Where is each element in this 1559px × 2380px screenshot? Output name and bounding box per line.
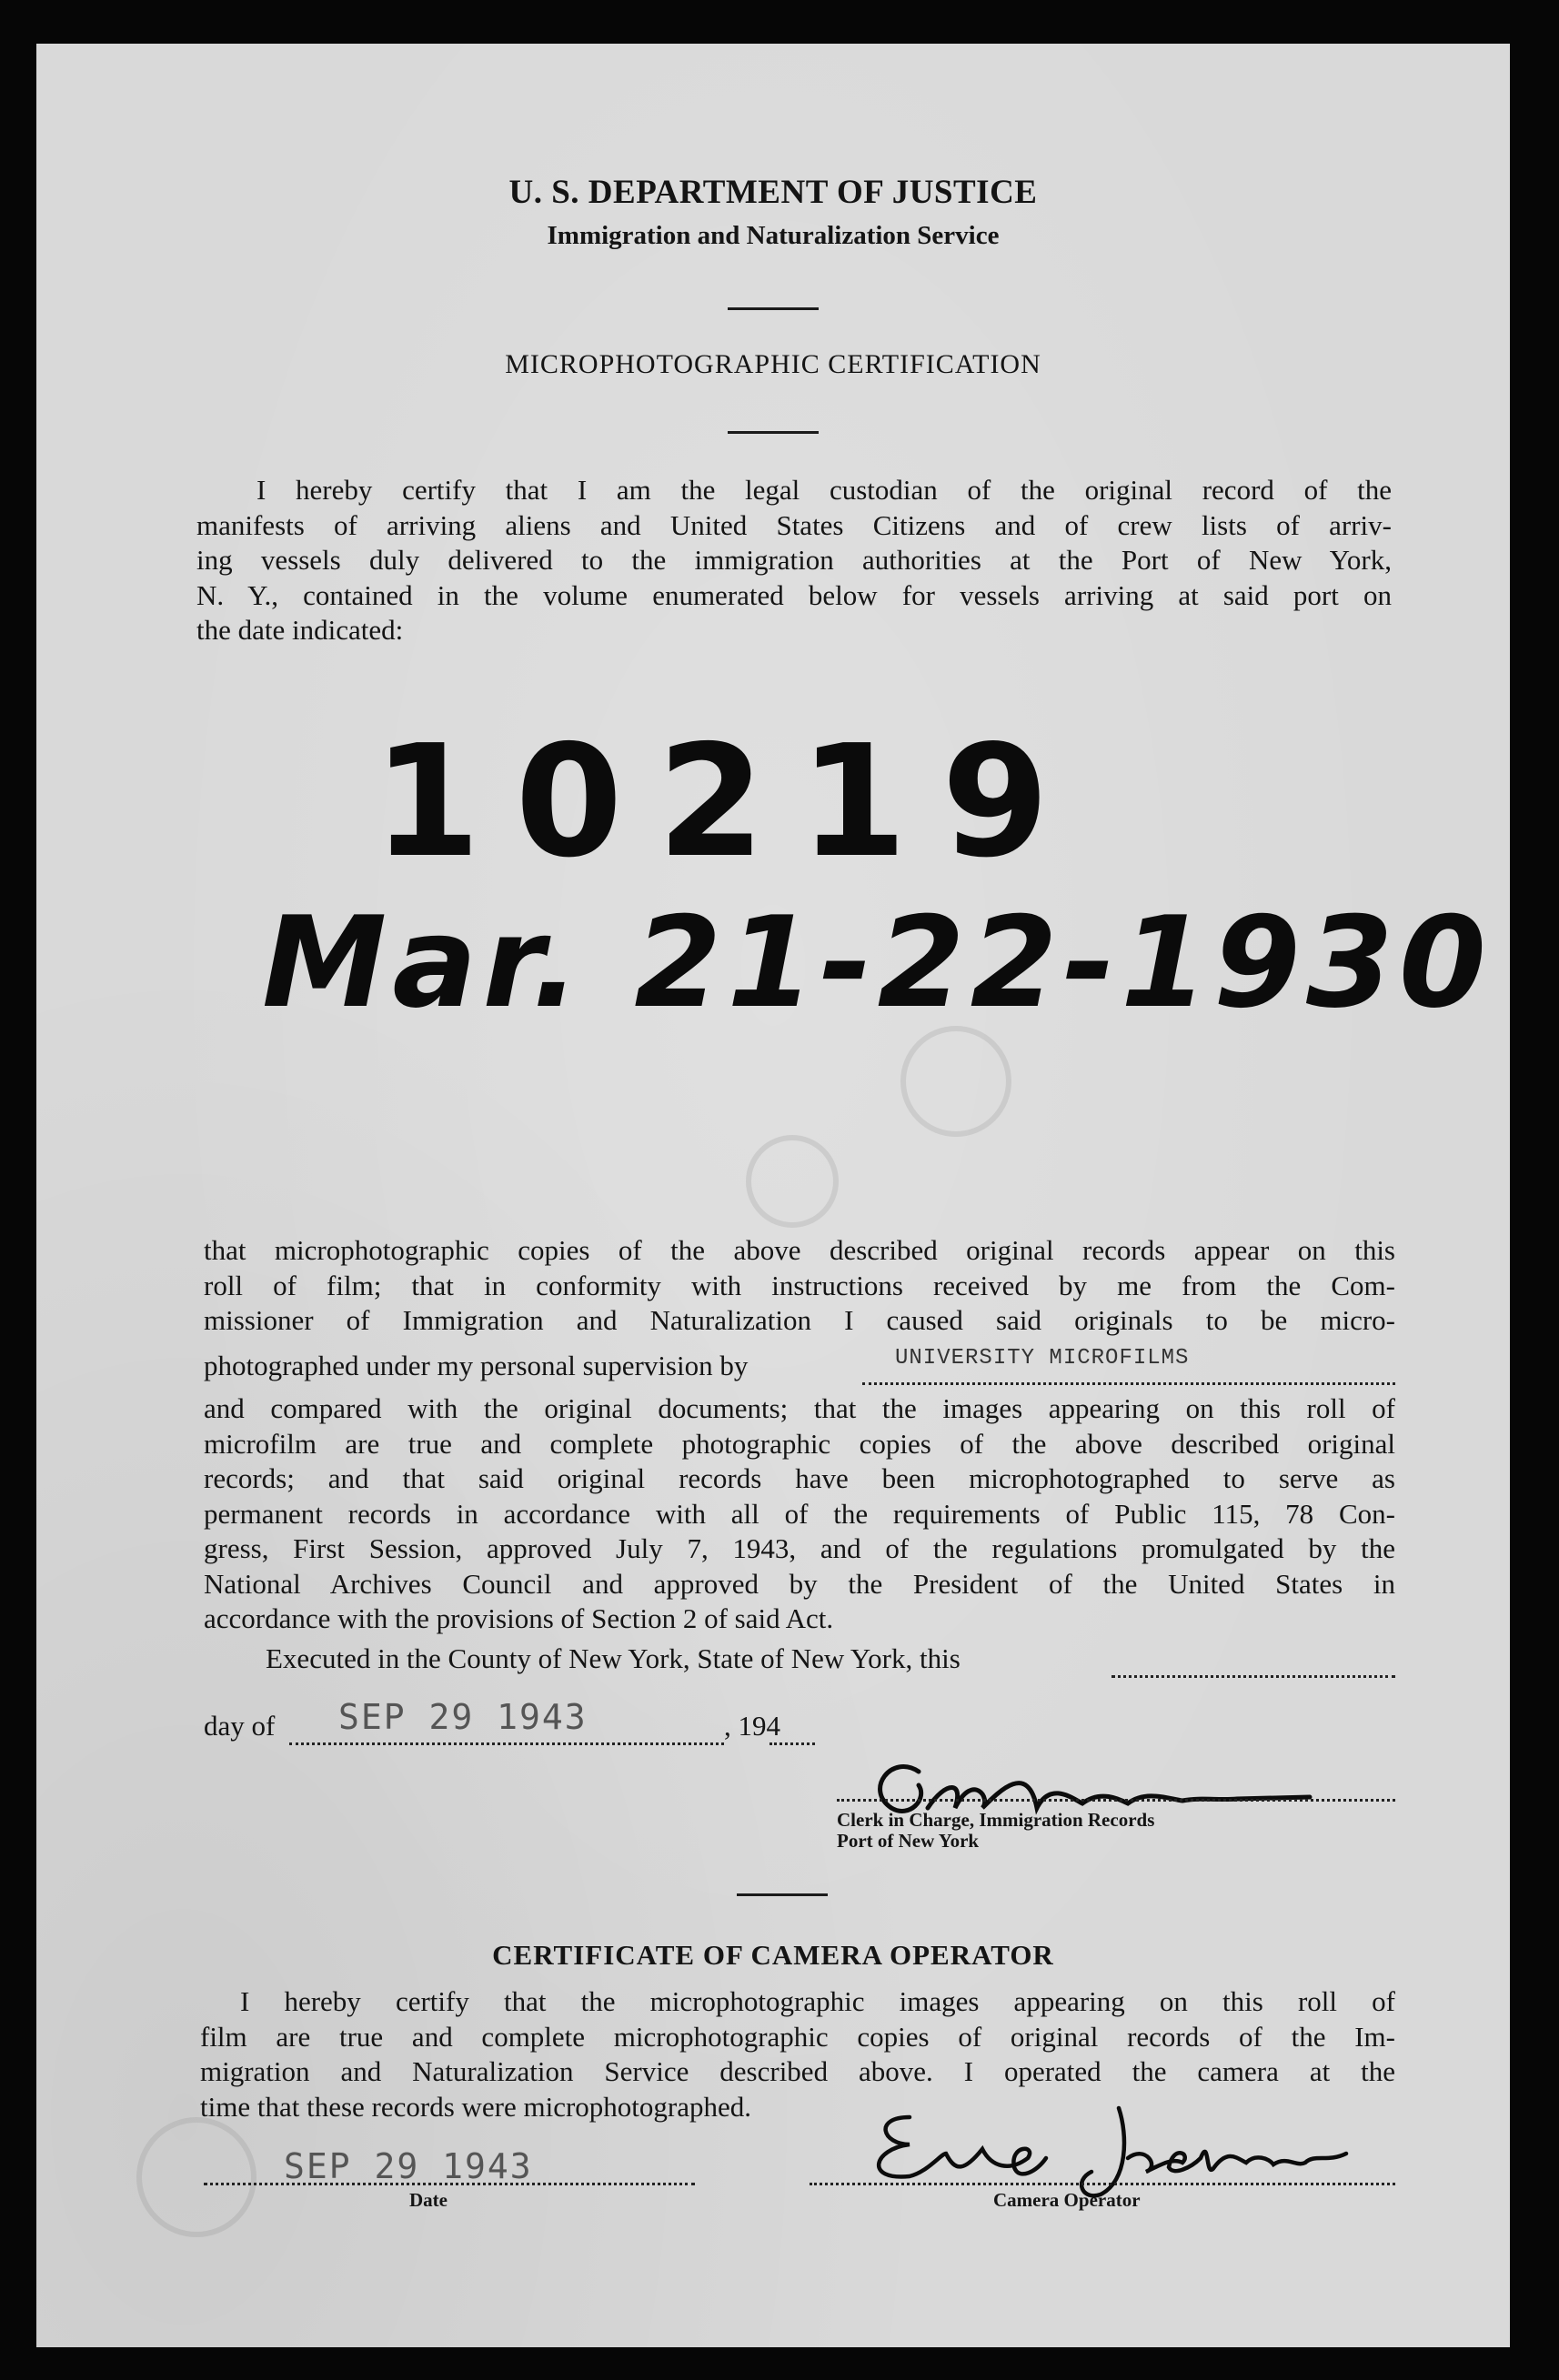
- paragraph-line: gress, First Session, approved July 7, 1943, and of the regulations promulgated by the: [204, 1532, 1395, 1564]
- month-dotted-line: [289, 1742, 724, 1745]
- paragraph-line: manifests of arriving aliens and United States Citizens and of crew lists of arriv-: [196, 508, 1392, 541]
- camera-stamped-date: SEP 29 1943: [284, 2146, 533, 2186]
- department-title: U. S. DEPARTMENT OF JUSTICE: [508, 174, 1038, 211]
- service-subtitle: Immigration and Naturalization Service: [547, 221, 1000, 250]
- divider: [728, 307, 819, 310]
- clerk-signature-line: [837, 1799, 1395, 1802]
- typed-company-name: UNIVERSITY MICROFILMS: [895, 1346, 1190, 1371]
- paragraph-line: accordance with the provisions of Section 2 of said Act.: [204, 1602, 834, 1634]
- paragraph-line: records; and that said original records have been microphotographed to serve as: [204, 1462, 1395, 1494]
- paragraph-line: that microphotographic copies of the above described original records appear on this: [204, 1234, 1395, 1266]
- operator-signature-line: [810, 2183, 1395, 2185]
- clerk-title: [837, 1810, 1154, 1852]
- paragraph-line: I hereby certify that I am the legal custodian of the original record of the: [256, 474, 1392, 506]
- paragraph-line: microfilm are true and complete photographic copies of the above described original: [204, 1427, 1395, 1460]
- paragraph-line: and compared with the original documents; that the images appearing on this roll of: [204, 1392, 1395, 1424]
- paragraph-line: N. Y., contained in the volume enumerated below for vessels arriving at said port on: [196, 578, 1392, 611]
- paragraph-line: migration and Naturalization Service described above. I operated the camera at the: [200, 2055, 1395, 2087]
- paragraph-line: the date indicated:: [196, 614, 404, 646]
- paragraph-line: time that these records were microphotographed.: [200, 2090, 751, 2123]
- year-prefix: , 194: [724, 1710, 780, 1742]
- clerk-title-line: Port of New York: [837, 1830, 980, 1852]
- day-of-label: day of: [204, 1710, 276, 1742]
- date-dotted-line: [204, 2183, 695, 2185]
- day-dotted-line: [1111, 1675, 1395, 1678]
- certificate-page: [36, 44, 1510, 2347]
- stamped-date: SEP 29 1943: [338, 1697, 588, 1737]
- divider: [728, 431, 819, 434]
- clerk-title-line: Clerk in Charge, Immigration Records: [837, 1809, 1155, 1831]
- faint-stamp-mark: [746, 1135, 839, 1228]
- microfilm-paragraph: [204, 1233, 1395, 1339]
- supervision-line: [204, 1350, 748, 1382]
- handwritten-volume-dates: Mar. 21-22-1930: [262, 889, 1493, 1036]
- paragraph-line: ing vessels duly delivered to the immigration authorities at the Port of New York,: [196, 544, 1392, 576]
- paragraph-line: film are true and complete microphotographic copies of original records of the Im-: [200, 2020, 1395, 2053]
- faint-stamp-mark: [900, 1026, 1011, 1137]
- year-dotted-line: [769, 1742, 815, 1745]
- certification-title: MICROPHOTOGRAPHIC CERTIFICATION: [505, 349, 1041, 379]
- faint-stamp-mark: [136, 2117, 256, 2237]
- paragraph-line: roll of film; that in conformity with instructions received by me from the Com-: [204, 1269, 1395, 1301]
- paragraph-line: permanent records in accordance with all of the requirements of Public 115, 78 Con-: [204, 1497, 1395, 1530]
- date-label: Date: [409, 2189, 448, 2211]
- paragraph-line: missioner of Immigration and Naturalization I caused said originals to be micro-: [204, 1304, 1395, 1336]
- supervision-prefix: photographed under my personal supervision by: [204, 1350, 749, 1381]
- paragraph-line: National Archives Council and approved by the President of the United States in: [204, 1567, 1395, 1600]
- custodian-paragraph: [196, 473, 1392, 648]
- operator-label: Camera Operator: [993, 2189, 1141, 2211]
- handwritten-volume-number: 10219: [373, 712, 1084, 892]
- divider: [737, 1893, 828, 1896]
- executed-statement: Executed in the County of New York, State of New York, this: [266, 1642, 961, 1674]
- compliance-paragraph: [204, 1391, 1395, 1637]
- camera-certificate-title: CERTIFICATE OF CAMERA OPERATOR: [492, 1939, 1054, 1971]
- company-dotted-line: [862, 1382, 1395, 1385]
- paragraph-line: I hereby certify that the microphotographic images appearing on this roll of: [240, 1985, 1395, 2017]
